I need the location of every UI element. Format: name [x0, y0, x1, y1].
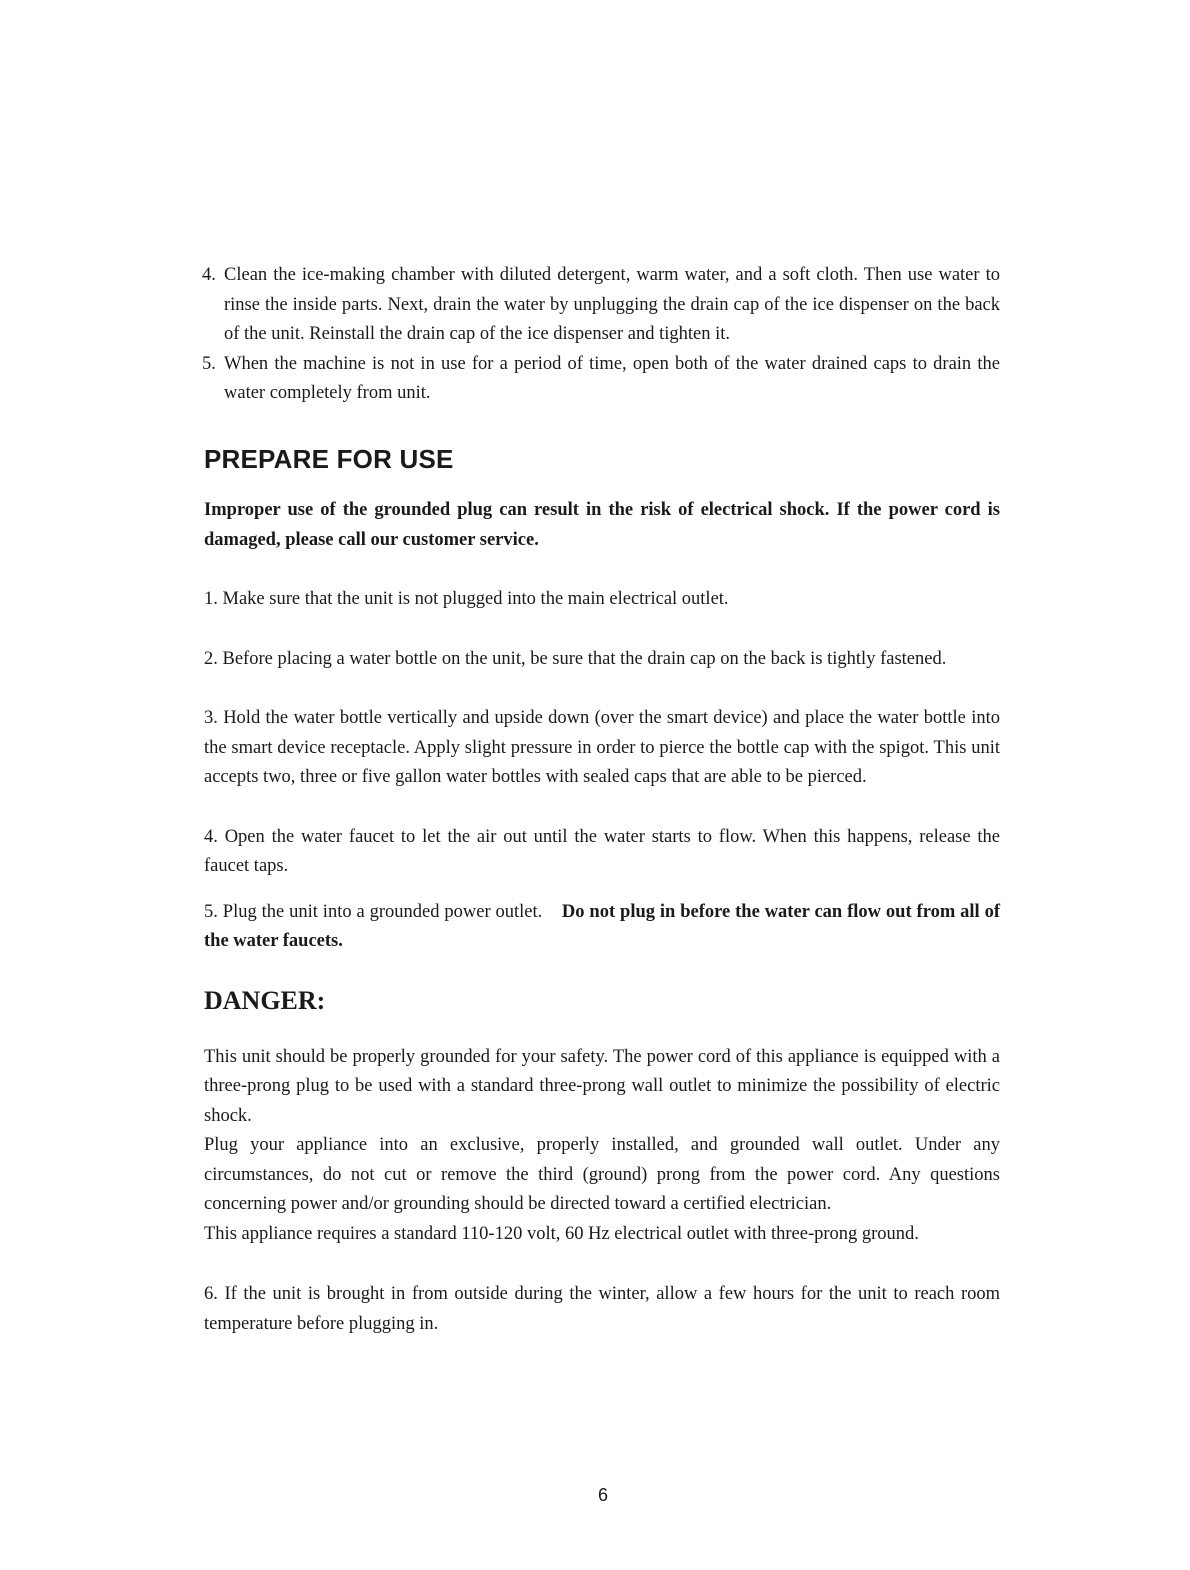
prepare-step-4: 4. Open the water faucet to let the air out until the water starts to flow. When this happens, release the faucet taps. [204, 826, 1000, 877]
danger-body [204, 1043, 1000, 1250]
prepare-step-6: 6. If the unit is brought in from outside during the winter, allow a few hours for the unit to reach room temperature before plugging in. [204, 1284, 1000, 1334]
danger-paragraph-2: Plug your appliance into an exclusive, properly installed, and grounded wall outlet. Under any circumstances, do not cut or remove the third (ground) prong from the power cord. Any questions concerning power and/or grounding should be directed toward a certified electrician. [204, 1135, 1000, 1215]
list-item-number: 4. [202, 265, 216, 285]
list-item [202, 350, 1000, 409]
prepare-for-use-heading: PREPARE FOR USE [204, 443, 454, 474]
prepare-step-3: 3. Hold the water bottle vertically and upside down (over the smart device) and place the water bottle into the smart device receptacle. Apply slight pressure in order to pierce the bottle cap with the spigot. This unit accepts two, three or five gallon water bottles with sealed caps that are able to be pierced. [204, 708, 1000, 788]
danger-heading: DANGER: [204, 985, 326, 1015]
cleaning-steps-list [204, 261, 1000, 409]
prepare-step-1: 1. Make sure that the unit is not plugged into the main electrical outlet. [204, 589, 729, 610]
list-item-text: Clean the ice-making chamber with diluted detergent, warm water, and a soft cloth. Then use water to rinse the inside parts. Next, drain the water by unplugging the drain cap of the ice dispenser on the back of the unit. Reinstall the drain cap of the ice dispenser and tighten it. [224, 265, 1000, 344]
prepare-step-5-warning: Do not plug in before the water can flow out from all of the water faucets. [204, 901, 1000, 952]
danger-paragraph-3: This appliance requires a standard 110-120 volt, 60 Hz electrical outlet with three-prong ground. [204, 1223, 919, 1244]
list-item-number: 5. [202, 353, 216, 374]
page-content [204, 261, 1000, 1339]
prepare-step-5-text: 5. Plug the unit into a grounded power outlet. [204, 901, 543, 922]
list-item-text: When the machine is not in use for a period of time, open both of the water drained caps to drain the water completely from unit. [224, 353, 1000, 403]
prepare-step-2: 2. Before placing a water bottle on the unit, be sure that the drain cap on the back is tightly fastened. [204, 648, 947, 669]
list-item [202, 261, 1000, 350]
grounded-plug-warning: Improper use of the grounded plug can result in the risk of electrical shock. If the power cord is damaged, please call our customer service. [204, 500, 1000, 550]
danger-paragraph-1: This unit should be properly grounded for your safety. The power cord of this appliance is equipped with a three-prong plug to be used with a standard three-prong wall outlet to minimize the possibility of electric shock. [204, 1046, 1000, 1126]
prepare-step-5 [204, 898, 1000, 957]
page-number: 6 [597, 1485, 608, 1505]
